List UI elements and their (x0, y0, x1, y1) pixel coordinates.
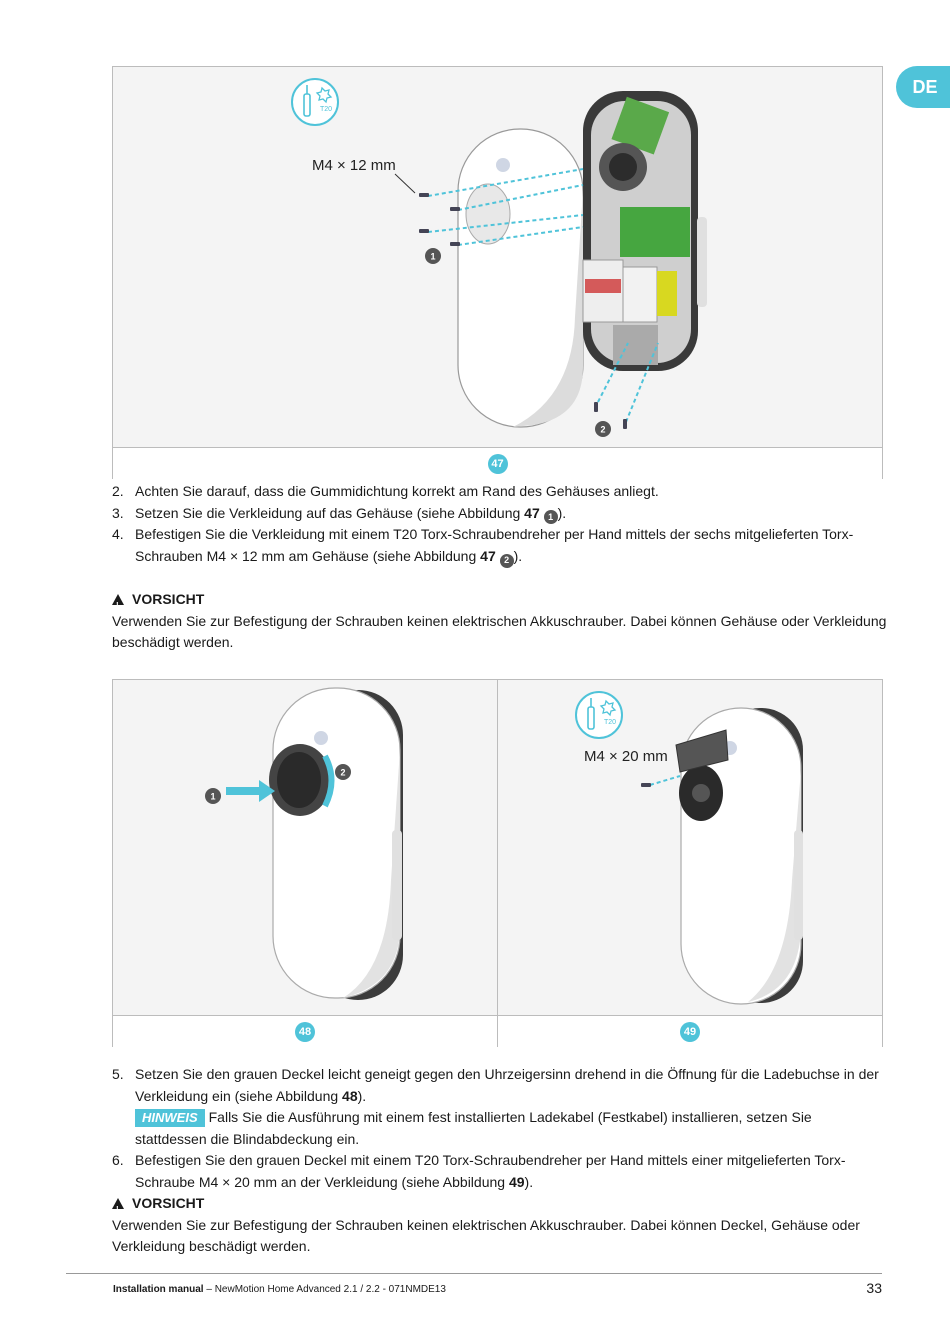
language-tab: DE (896, 66, 950, 108)
footer-title (113, 1284, 446, 1295)
step-number: 4. (112, 526, 124, 543)
figure-number: 49 (680, 1022, 700, 1042)
tool-label: T20 (320, 106, 333, 113)
svg-text:1: 1 (210, 791, 216, 802)
screw (641, 783, 651, 787)
step-text-end: ). (357, 1087, 367, 1104)
figure-number: 48 (295, 1022, 315, 1042)
figure-47 (112, 66, 883, 479)
step-number: 2. (112, 483, 124, 499)
caution-block-2 (112, 1193, 887, 1258)
step-number: 6. (112, 1152, 124, 1169)
caution-text: Verwenden Sie zur Befestigung der Schrauben keinen elektrischen Akkuschrauber. Dabei können Deckel, Gehäuse oder Verkleidung beschädigt werden. (112, 1216, 860, 1255)
figure-48 (112, 679, 498, 1047)
step-5 (112, 1064, 887, 1150)
screw-label: M4 × 12 mm (312, 157, 396, 174)
figure-49-illustration (498, 680, 882, 1014)
footer-divider (66, 1273, 882, 1274)
callout-1 (205, 788, 221, 804)
figure-ref: 48 (342, 1087, 358, 1104)
step-text-end: ). (513, 547, 523, 564)
caution-block-1 (112, 589, 887, 654)
warning-icon (112, 594, 124, 605)
figure-47-caption (113, 447, 882, 479)
footer-doc-name: – NewMotion Home Advanced 2.1 / 2.2 - 071NMDE13 (203, 1284, 446, 1295)
torx-tool-icon (292, 79, 338, 125)
figure-48-illustration (113, 680, 497, 1014)
steps-list-a (112, 481, 887, 568)
callout-ref: 2 (500, 554, 514, 568)
caution-title: VORSICHT (132, 1195, 205, 1211)
caution-text: Verwenden Sie zur Befestigung der Schrauben keinen elektrischen Akkuschrauber. Dabei können Gehäuse oder Verkleidung beschädigt werden. (112, 612, 887, 651)
callout-2 (335, 764, 351, 780)
step-text: Achten Sie darauf, dass die Gummidichtung korrekt am Rand des Gehäuses anliegt. (135, 483, 659, 499)
step-3 (112, 503, 887, 525)
figure-number: 47 (488, 454, 508, 474)
figure-ref: 49 (508, 1173, 525, 1190)
caution-title: VORSICHT (132, 591, 205, 607)
figure-49-caption (498, 1015, 882, 1047)
figure-49 (497, 679, 883, 1047)
insert-arrow (226, 780, 275, 802)
steps-list-b (112, 1064, 887, 1194)
step-6 (112, 1150, 887, 1193)
step-text-end: ). (557, 504, 567, 521)
step-number: 5. (112, 1066, 124, 1082)
hint-badge: HINWEIS (135, 1109, 205, 1127)
step-text-end: ). (524, 1173, 534, 1190)
footer-doc-type: Installation manual (113, 1284, 204, 1295)
callout-ref: 1 (544, 510, 558, 524)
warning-icon (112, 1198, 124, 1209)
hint-block (135, 1107, 887, 1150)
hint-text: Falls Sie die Ausführung mit einem fest installierten Ladekabel (Festkabel) installieren, setzen Sie stattdessen die Blindabdeckung ein. (135, 1109, 812, 1147)
step-text: Setzen Sie die Verkleidung auf das Gehäuse (siehe Abbildung (135, 504, 525, 521)
figure-48-caption (113, 1015, 497, 1047)
caution-heading (112, 1193, 887, 1215)
svg-text:2: 2 (600, 424, 606, 435)
step-text: Befestigen Sie die Verkleidung mit einem T20 Torx-Schraubendreher per Hand mittels der sechs mitgelieferten Torx-Schrauben M4 × 12 mm am Gehäuse (siehe Abbildung (135, 526, 854, 564)
step-number: 3. (112, 504, 124, 521)
torx-tool-icon (576, 692, 622, 738)
callout-2 (595, 421, 611, 437)
figure-ref: 47 (524, 504, 540, 521)
figure-ref: 47 (480, 547, 496, 564)
page-number: 33 (866, 1280, 882, 1296)
callout-1 (425, 248, 441, 264)
step-2 (112, 481, 887, 503)
tool-label: T20 (604, 719, 617, 726)
svg-text:2: 2 (340, 767, 346, 778)
svg-text:1: 1 (430, 251, 436, 262)
caution-heading (112, 589, 887, 611)
step-4 (112, 524, 887, 567)
step-text: Setzen Sie den grauen Deckel leicht geneigt gegen den Uhrzeigersinn drehend in die Öffnung für die Ladebuchse in der Verkleidung ein (siehe Abbildung (135, 1066, 879, 1104)
figure-47-illustration (113, 67, 882, 447)
step-text: Befestigen Sie den grauen Deckel mit einem T20 Torx-Schraubendreher per Hand mittels einer mitgelieferten Torx-Schraube M4 × 20 mm an der Verkleidung (siehe Abbildung (135, 1152, 846, 1190)
screw-label: M4 × 20 mm (584, 748, 668, 765)
